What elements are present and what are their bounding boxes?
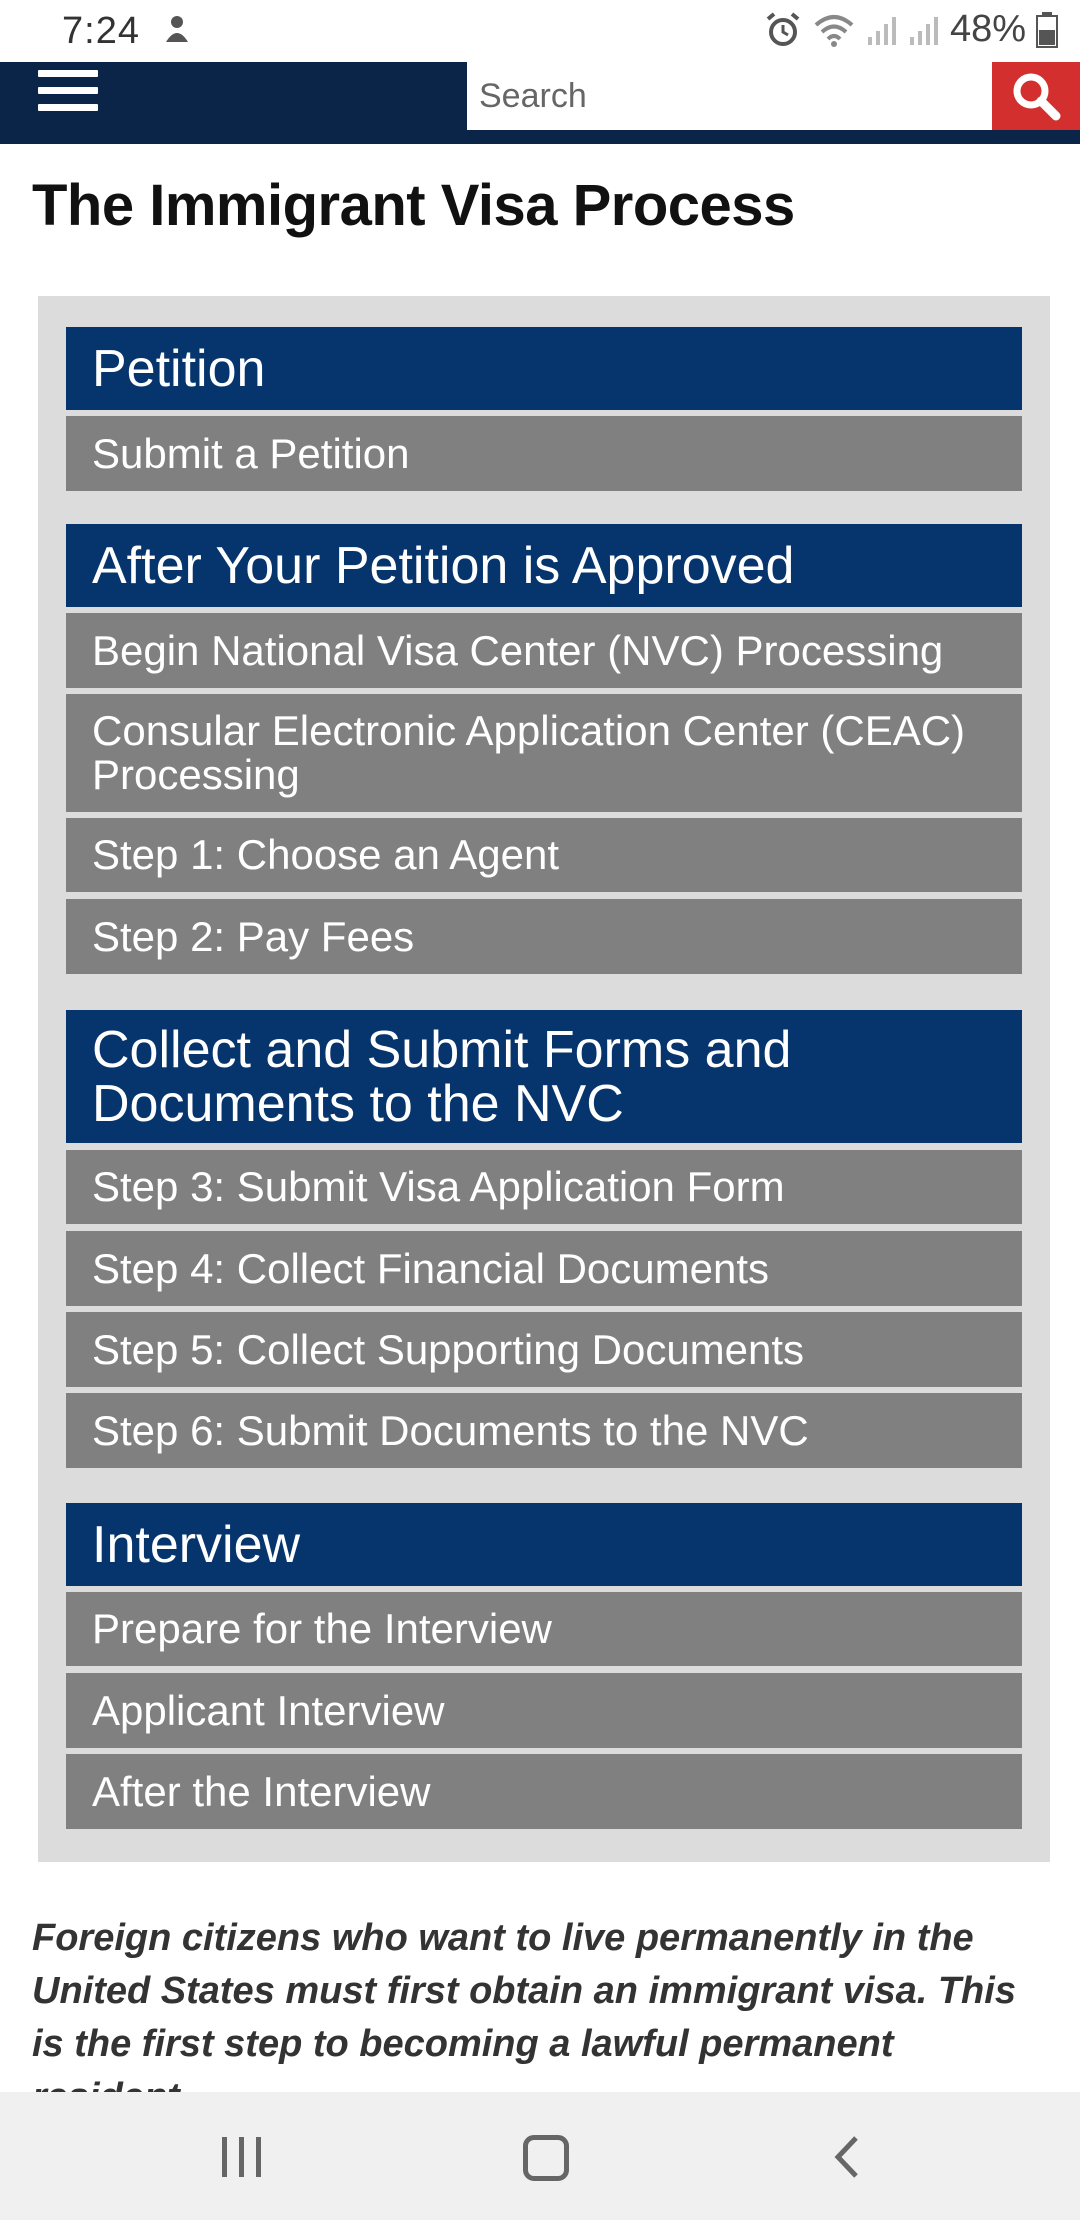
system-nav-bar bbox=[0, 2092, 1080, 2220]
step-link[interactable]: Applicant Interview bbox=[66, 1673, 1022, 1748]
step-link[interactable]: Step 6: Submit Documents to the NVC bbox=[66, 1393, 1022, 1468]
status-bar bbox=[0, 0, 1080, 62]
section-header-interview[interactable]: Interview bbox=[66, 1503, 1022, 1586]
status-time: 7:24 bbox=[62, 10, 140, 52]
search-input[interactable] bbox=[467, 62, 992, 130]
home-icon[interactable] bbox=[523, 2135, 569, 2181]
step-link[interactable]: Step 1: Choose an Agent bbox=[66, 818, 1022, 892]
notification-icon bbox=[160, 12, 194, 46]
step-link[interactable]: Step 4: Collect Financial Documents bbox=[66, 1231, 1022, 1306]
section-header-after-approval[interactable]: After Your Petition is Approved bbox=[66, 524, 1022, 607]
recents-icon[interactable] bbox=[222, 2137, 264, 2177]
signal-icon-2 bbox=[908, 13, 940, 47]
step-link[interactable]: Prepare for the Interview bbox=[66, 1592, 1022, 1666]
magnifier-icon bbox=[1009, 69, 1063, 123]
step-link[interactable]: Step 5: Collect Supporting Documents bbox=[66, 1312, 1022, 1387]
search-button[interactable] bbox=[992, 62, 1080, 130]
hamburger-menu-icon[interactable] bbox=[38, 70, 98, 118]
site-header bbox=[0, 62, 1080, 144]
back-icon[interactable] bbox=[832, 2134, 862, 2180]
status-icons bbox=[764, 8, 1058, 51]
wifi-icon bbox=[812, 11, 856, 49]
section-header-collect-submit[interactable]: Collect and Submit Forms and Documents to the NVC bbox=[66, 1010, 1022, 1143]
alarm-icon bbox=[764, 11, 802, 49]
battery-percent: 48% bbox=[949, 8, 1026, 50]
intro-paragraph: Foreign citizens who want to live permanently in the United States must first obtain an immigrant visa. This is the first step to becoming a lawful permanent bbox=[32, 1917, 1016, 2065]
signal-icon bbox=[866, 13, 898, 47]
step-link[interactable]: Submit a Petition bbox=[66, 416, 1022, 491]
battery-icon bbox=[1036, 12, 1058, 48]
step-link[interactable]: Step 2: Pay Fees bbox=[66, 899, 1022, 974]
step-link[interactable]: Step 3: Submit Visa Application Form bbox=[66, 1150, 1022, 1224]
step-link[interactable]: After the Interview bbox=[66, 1754, 1022, 1829]
step-link[interactable]: Begin National Visa Center (NVC) Processing bbox=[66, 613, 1022, 688]
page-title: The Immigrant Visa Process bbox=[32, 173, 795, 238]
step-link[interactable]: Consular Electronic Application Center (CEAC) Processing bbox=[66, 694, 1022, 812]
section-header-petition[interactable]: Petition bbox=[66, 327, 1022, 410]
process-box bbox=[38, 296, 1050, 1862]
